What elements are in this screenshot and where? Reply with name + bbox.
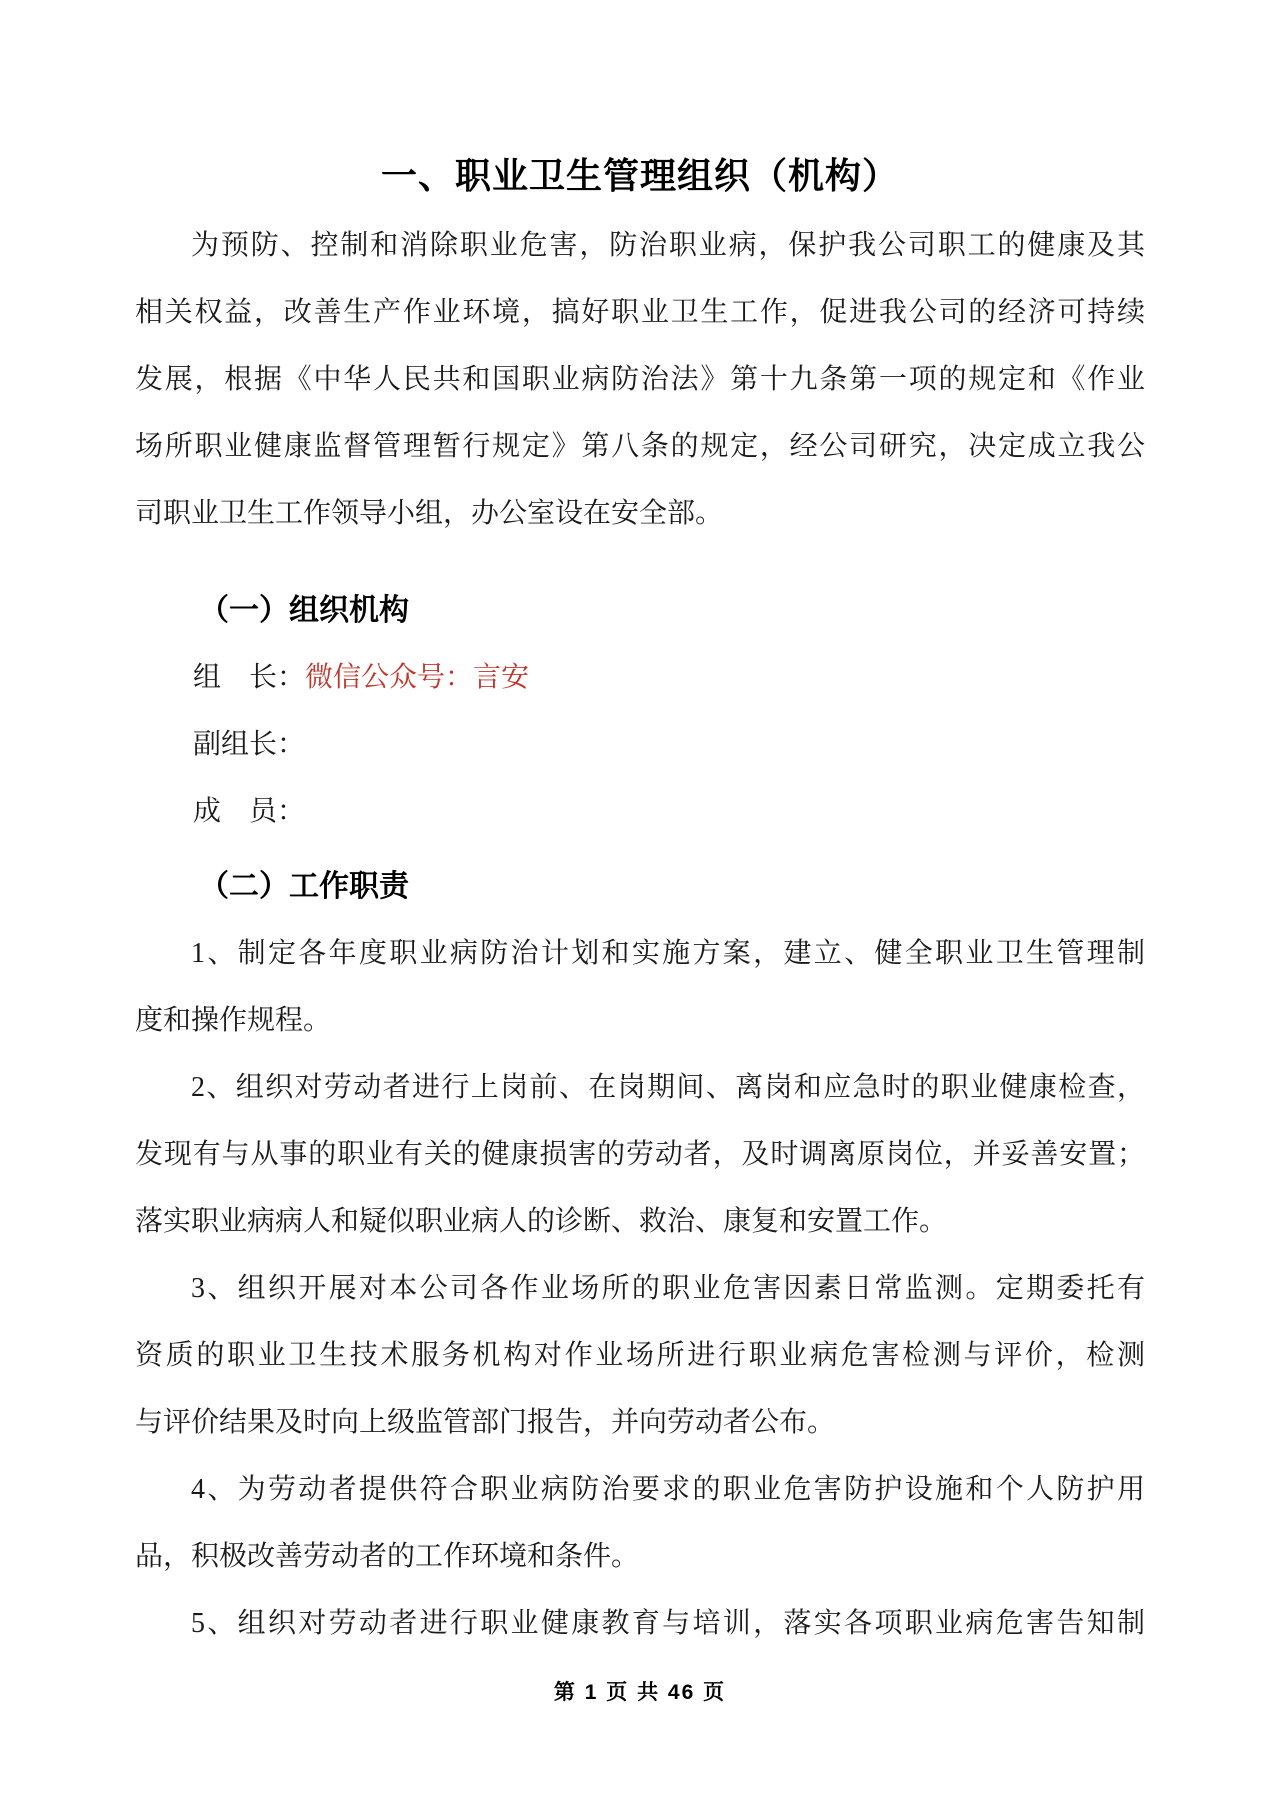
duty-3-line-2: 资质的职业卫生技术服务机构对作业场所进行职业病危害检测与评价，检测 bbox=[135, 1340, 1145, 1371]
duty-3-line-3: 与评价结果及时向上级监管部门报告，并向劳动者公布。 bbox=[135, 1407, 836, 1438]
duty-item-4 bbox=[135, 1456, 1145, 1590]
intro-line-2: 相关权益，改善生产作业环境，搞好职业卫生工作，促进我公司的经济可持续 bbox=[135, 297, 1145, 328]
duty-2-line-2: 发现有与从事的职业有关的健康损害的劳动者，及时调离原岗位，并妥善安置； bbox=[135, 1139, 1145, 1170]
duty-item-5 bbox=[135, 1590, 1145, 1657]
page-title: 一、职业卫生管理组织（机构） bbox=[380, 155, 899, 196]
intro-line-4: 场所职业健康监督管理暂行规定》第八条的规定，经公司研究，决定成立我公 bbox=[135, 431, 1145, 462]
duty-4-line-1: 4、为劳动者提供符合职业病防治要求的职业危害防护设施和个人防护用 bbox=[191, 1474, 1145, 1505]
leader-label: 组 长： bbox=[193, 662, 306, 693]
intro-paragraph bbox=[135, 212, 1145, 547]
duty-2-line-1: 2、组织对劳动者进行上岗前、在岗期间、离岗和应急时的职业健康检查， bbox=[191, 1072, 1145, 1103]
intro-line-1: 为预防、控制和消除职业危害，防治职业病，保护我公司职工的健康及其 bbox=[191, 230, 1145, 261]
members-field bbox=[135, 778, 1145, 845]
duty-1-line-2: 度和操作规程。 bbox=[135, 1005, 332, 1036]
section-heading-organization: （一）组织机构 bbox=[199, 594, 409, 627]
duty-2-line-3: 落实职业病病人和疑似职业病人的诊断、救治、康复和安置工作。 bbox=[135, 1206, 948, 1237]
duty-1-line-1: 1、制定各年度职业病防治计划和实施方案，建立、健全职业卫生管理制 bbox=[191, 938, 1145, 969]
duty-5-line-1: 5、组织对劳动者进行职业健康教育与培训，落实各项职业病危害告知制 bbox=[191, 1608, 1145, 1639]
section-heading-duties: （二）工作职责 bbox=[199, 870, 409, 903]
duty-item-1 bbox=[135, 920, 1145, 1054]
intro-line-5: 司职业卫生工作领导小组，办公室设在安全部。 bbox=[135, 498, 724, 529]
deputy-leader-label: 副组长： bbox=[193, 729, 306, 760]
duty-item-2 bbox=[135, 1054, 1145, 1255]
duty-4-line-2: 品，积极改善劳动者的工作环境和条件。 bbox=[135, 1541, 640, 1572]
leader-field bbox=[135, 644, 1145, 711]
duty-item-3 bbox=[135, 1255, 1145, 1456]
leader-value-red-text: 微信公众号：言安 bbox=[305, 662, 530, 693]
duty-3-line-1: 3、组织开展对本公司各作业场所的职业危害因素日常监测。定期委托有 bbox=[191, 1273, 1145, 1304]
intro-line-3: 发展，根据《中华人民共和国职业病防治法》第十九条第一项的规定和《作业 bbox=[135, 364, 1145, 395]
members-label: 成 员： bbox=[193, 796, 306, 827]
deputy-leader-field bbox=[135, 711, 1145, 778]
page-number-footer: 第 1 页 共 46 页 bbox=[553, 1681, 727, 1704]
